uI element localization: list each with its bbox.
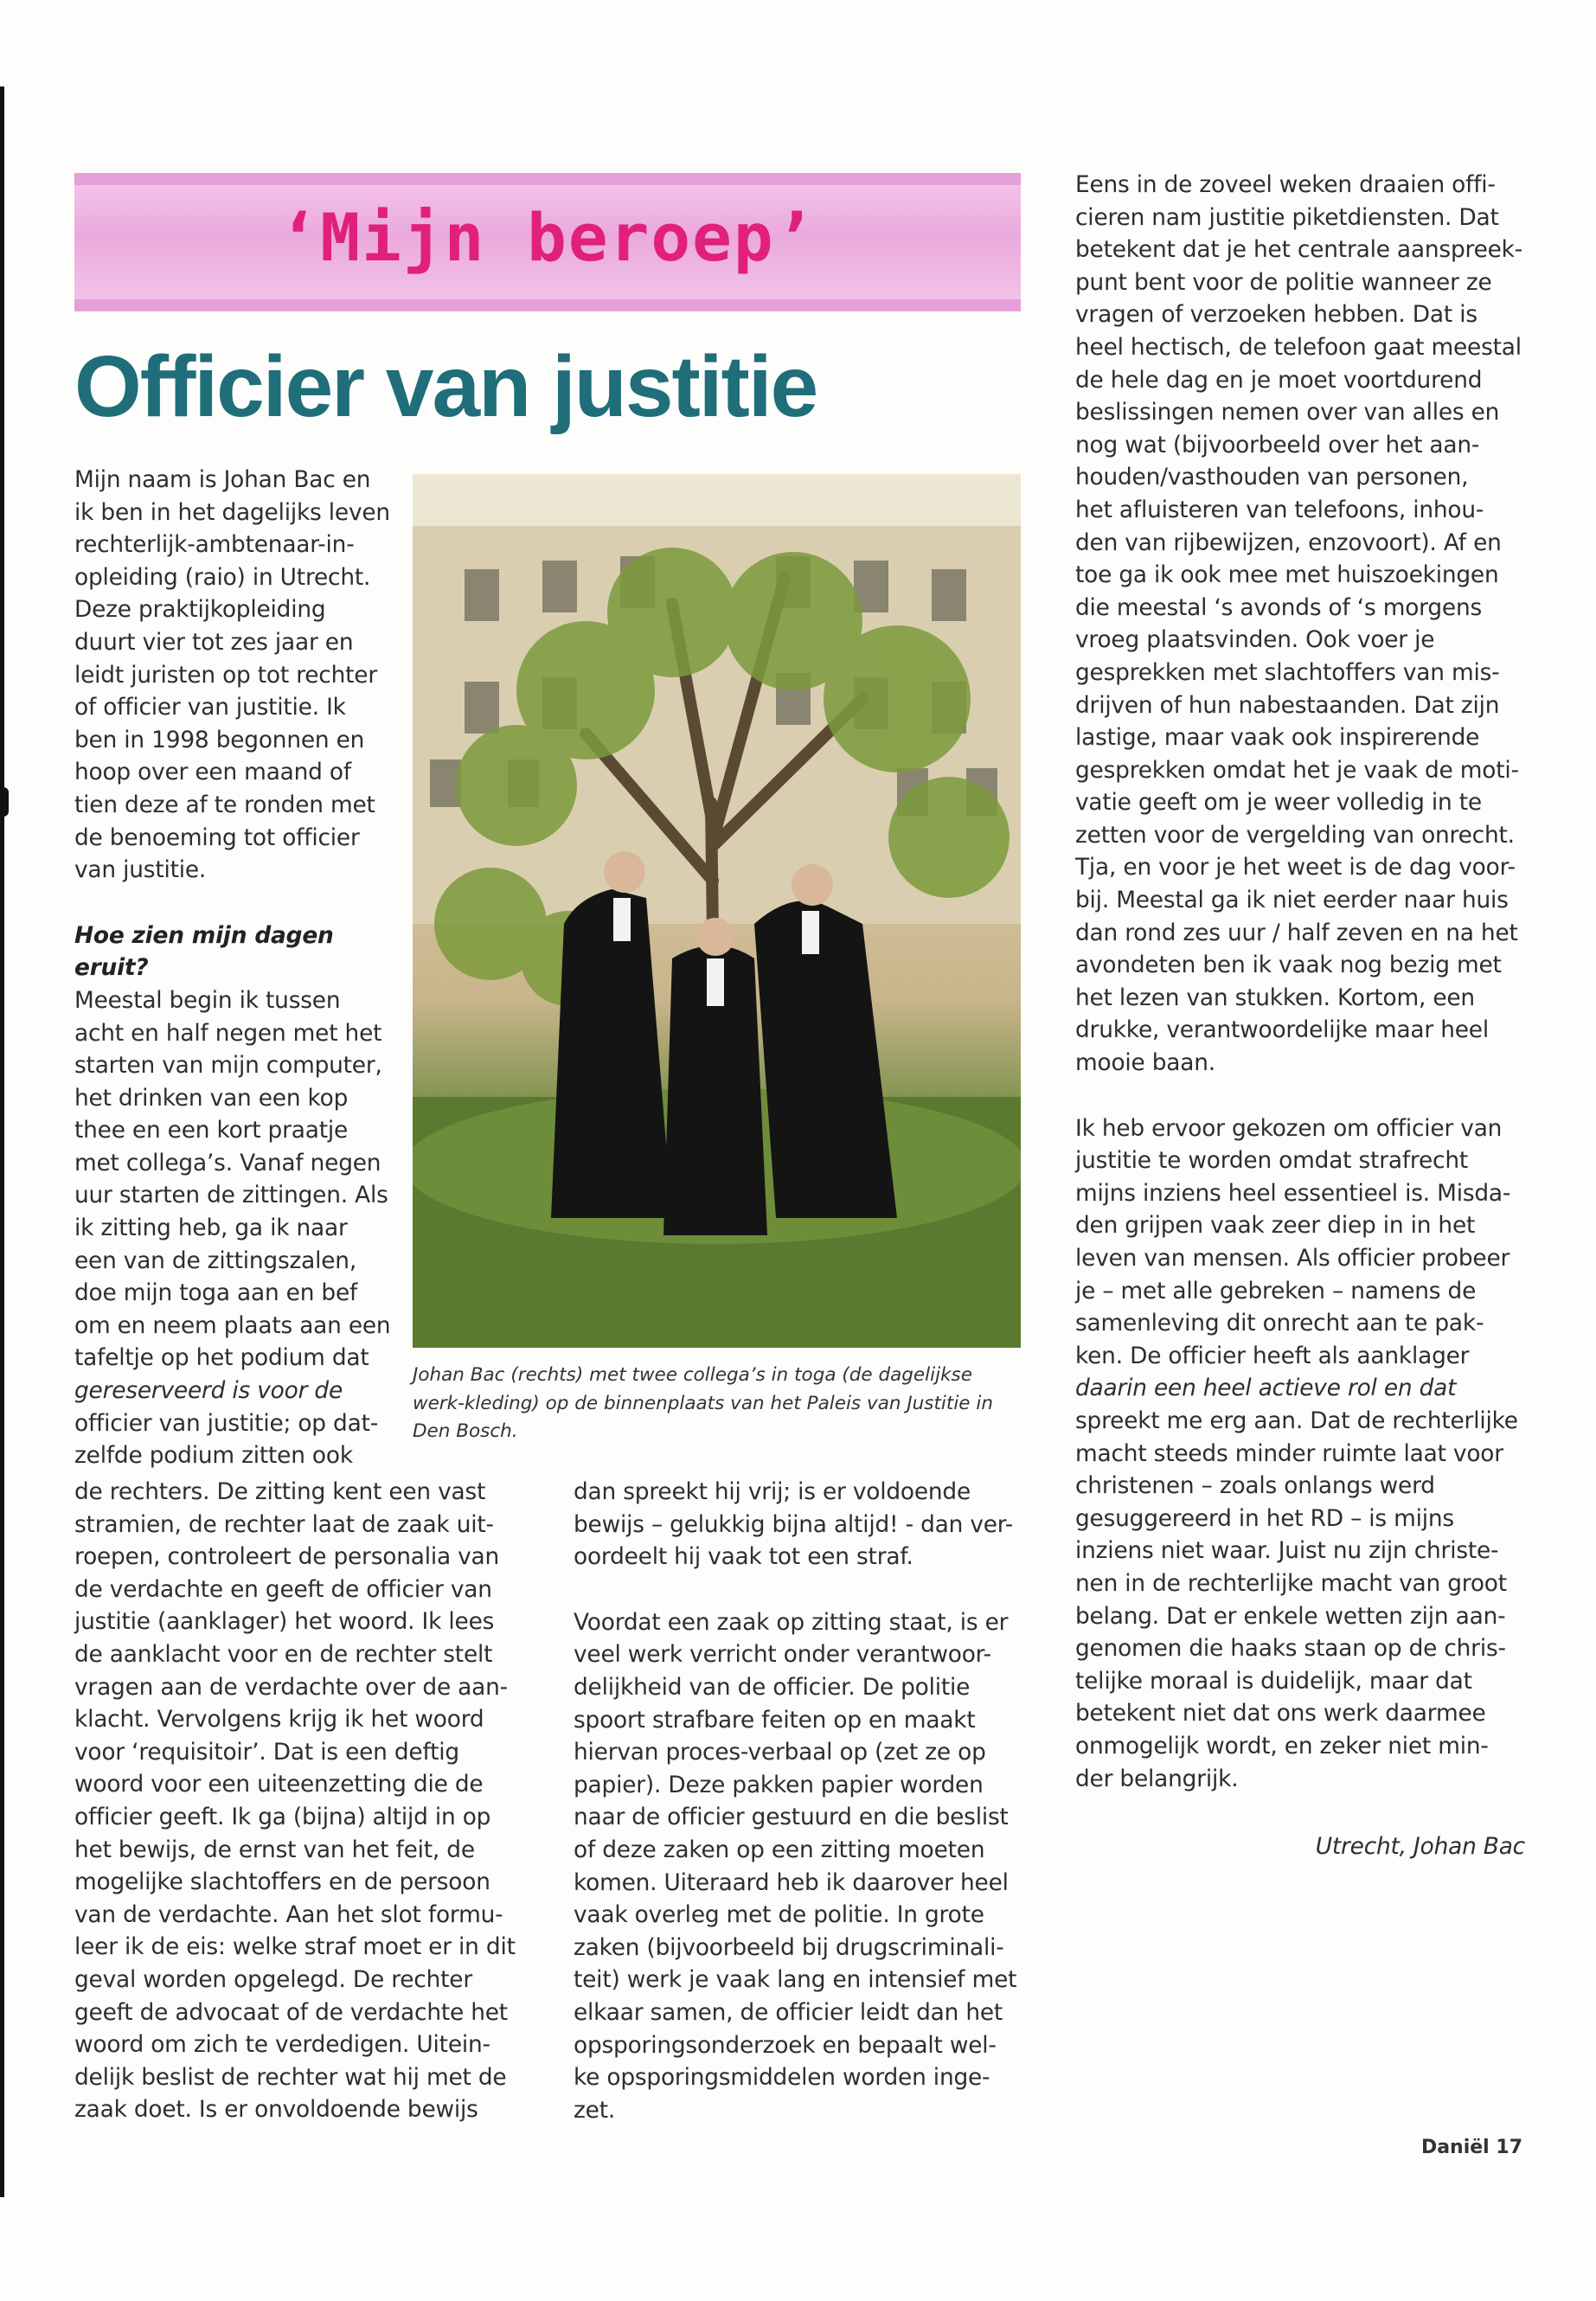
text-line: duurt vier tot zes jaar en <box>74 628 354 656</box>
text-line: der belangrijk. <box>1075 1765 1239 1792</box>
text-line: of deze zaken op een zitting moeten <box>574 1836 985 1863</box>
text-line: het drinken van een kop <box>74 1084 349 1112</box>
banner-title: ‘Mijn beroep’ <box>279 199 817 276</box>
text-line: van de verdachte. Aan het slot formu- <box>74 1900 503 1928</box>
text-line: met collega’s. Vanaf negen <box>74 1149 381 1176</box>
text-line: hoop over een maand of <box>74 759 351 786</box>
text-line: gesprekken omdat het je vaak de moti- <box>1075 756 1519 784</box>
text-line: gereserveerd is voor de <box>74 1377 343 1405</box>
text-line: veel werk verricht onder verantwoor- <box>574 1641 991 1669</box>
text-line: mogelijke slachtoffers en de persoon <box>74 1868 490 1896</box>
text-line: leven van mensen. Als officier probeer <box>1075 1245 1510 1272</box>
text-line: de hele dag en je moet voortdurend <box>1075 366 1483 394</box>
text-line: genomen die haaks staan op de chris- <box>1075 1635 1506 1663</box>
text-line: ik ben in het dagelijks leven <box>74 498 390 526</box>
text-line: officier geeft. Ik ga (bijna) altijd in op <box>74 1803 491 1830</box>
text-line: gesuggereerd in het RD – is mijns <box>1075 1504 1454 1532</box>
text-line: ken. De officier heeft als aanklager <box>1075 1342 1470 1369</box>
text-line: stramien, de rechter laat de zaak uit- <box>74 1510 494 1538</box>
text-line: zet. <box>574 2096 616 2124</box>
text-line: de benoeming tot officier <box>74 824 360 851</box>
text-line: gesprekken met slachtoffers van mis- <box>1075 658 1500 686</box>
days-paragraph <box>74 984 403 1472</box>
text-line: leidt juristen op tot rechter <box>74 661 377 689</box>
text-line: uur starten de zittingen. Als <box>74 1182 388 1209</box>
text-line: mijns inziens heel essentieel is. Misda- <box>1075 1179 1511 1207</box>
text-line: leer ik de eis: welke straf moet er in dit <box>74 1933 516 1961</box>
left-edge-notch <box>0 787 9 817</box>
article-headline: Officier van justitie <box>74 338 817 435</box>
page-folio: Daniël 17 <box>1420 2137 1522 2158</box>
text-line: woord om zich te verdedigen. Uitein- <box>74 2031 490 2059</box>
text-line: dan spreekt hij vrij; is er voldoende <box>574 1478 971 1505</box>
text-line: teit) werk je vaak lang en intensief met <box>574 1966 1017 1994</box>
text-line: heel hectisch, de telefoon gaat meestal <box>1075 333 1522 361</box>
paragraph-verdict <box>574 1476 1023 1574</box>
text-line: ik zitting heb, ga ik naar <box>74 1215 348 1242</box>
left-edge-rule <box>0 87 4 2197</box>
text-line: Eens in de zoveel weken draaien offi- <box>1075 171 1496 198</box>
text-line: opsporingsonderzoek en bepaalt wel- <box>574 2031 997 2059</box>
text-line: daarin een heel actieve rol en dat <box>1075 1375 1457 1402</box>
text-line: drijven of hun nabestaanden. Dat zijn <box>1075 691 1500 719</box>
text-line: zaken (bijvoorbeeld bij drugscriminali- <box>574 1933 1004 1961</box>
text-line: woord voor een uiteenzetting die de <box>74 1771 484 1798</box>
intro-paragraph <box>74 464 403 887</box>
text-line: den van rijbewijzen, enzovoort). Af en <box>1075 529 1502 556</box>
text-line: Ik heb ervoor gekozen om officier van <box>1075 1114 1503 1142</box>
text-line: ben in 1998 begonnen en <box>74 726 365 753</box>
text-line: Mijn naam is Johan Bac en <box>74 466 371 493</box>
text-line: avondeten ben ik vaak nog bezig met <box>1075 952 1502 979</box>
text-line: vragen of verzoeken hebben. Dat is <box>1075 301 1477 329</box>
text-line: of officier van justitie. Ik <box>74 694 346 721</box>
text-line: betekent dat je het centrale aanspreek- <box>1075 236 1523 264</box>
text-line: geeft de advocaat of de verdachte het <box>74 1998 508 2026</box>
text-line: het bewijs, de ernst van het feit, de <box>74 1836 475 1863</box>
text-line: justitie (aanklager) het woord. Ik lees <box>74 1608 495 1636</box>
text-line: vroeg plaatsvinden. Ook voer je <box>1075 626 1435 654</box>
text-line: betekent niet dat ons werk daarmee <box>1075 1700 1486 1727</box>
text-line: justitie te worden omdat strafrecht <box>1075 1147 1468 1175</box>
photo-illustration <box>413 474 1021 1348</box>
text-line: papier). Deze pakken papier worden <box>574 1771 984 1798</box>
text-line: dan rond zes uur / half zeven en na het <box>1075 919 1518 946</box>
paragraph-duty <box>1075 169 1525 1080</box>
text-line: spreekt me erg aan. Dat de rechterlijke <box>1075 1407 1518 1434</box>
text-line: klacht. Vervolgens krijg ik het woord <box>74 1706 484 1734</box>
text-line: drukke, verantwoordelijke maar heel <box>1075 1016 1489 1044</box>
text-line: christenen – zoals onlangs werd <box>1075 1472 1435 1500</box>
text-line: hiervan proces-verbaal op (zet ze op <box>574 1739 986 1766</box>
text-line: inziens niet waar. Juist nu zijn christe- <box>1075 1537 1499 1565</box>
subheading-line: Hoe zien mijn dagen <box>74 921 334 949</box>
text-line: lastige, maar vaak ook inspirerende <box>1075 724 1480 752</box>
column-1-bottom <box>74 1476 524 2126</box>
text-line: tafeltje op het podium dat <box>74 1344 369 1372</box>
column-2 <box>574 1476 1023 2126</box>
text-line: toe ga ik ook mee met huiszoekingen <box>1075 561 1499 589</box>
text-line: onmogelijk wordt, en zeker niet min- <box>1075 1732 1489 1759</box>
text-line: mooie baan. <box>1075 1049 1215 1077</box>
section-banner <box>74 173 1021 311</box>
text-line: bewijs – gelukkig bijna altijd! - dan ver- <box>574 1510 1014 1538</box>
subheading-line: eruit? <box>74 954 149 982</box>
text-line: van justitie. <box>74 856 207 884</box>
article-photo <box>413 474 1021 1348</box>
text-line: Deze praktijkopleiding <box>74 596 326 624</box>
text-line: samenleving dit onrecht aan te pak- <box>1075 1310 1484 1337</box>
text-line: een van de zittingszalen, <box>74 1247 357 1274</box>
text-line: Meestal begin ik tussen <box>74 986 341 1014</box>
text-line: Tja, en voor je het weet is de dag voor- <box>1075 854 1516 881</box>
text-line: macht steeds minder ruimte laat voor <box>1075 1439 1503 1467</box>
text-line: belang. Dat er enkele wetten zijn aan- <box>1075 1602 1506 1630</box>
text-line: je – met alle gebreken – namens de <box>1075 1277 1477 1304</box>
text-line: zetten voor de vergelding van onrecht. <box>1075 821 1515 849</box>
text-line: nen in de rechterlijke macht van groot <box>1075 1569 1507 1597</box>
text-line: nog wat (bijvoorbeeld over het aan- <box>1075 431 1480 458</box>
text-line: het lezen van stukken. Kortom, een <box>1075 984 1475 1011</box>
text-line: punt bent voor de politie wanneer ze <box>1075 268 1492 296</box>
text-line: tien deze af te ronden met <box>74 791 375 818</box>
text-line: officier van justitie; op dat- <box>74 1409 379 1437</box>
text-line: bij. Meestal ga ik niet eerder naar huis <box>1075 887 1509 914</box>
text-line: oordeelt hij vaak tot een straf. <box>574 1543 913 1571</box>
text-line: zelfde podium zitten ook <box>74 1442 353 1470</box>
photo-caption: Johan Bac (rechts) met twee collega’s in toga (de dagelijkse werk-kleding) op de binnenplaats van het Paleis van Justitie in Den Bosch. <box>413 1364 993 1442</box>
text-line: het afluisteren van telefoons, inhou- <box>1075 496 1484 523</box>
text-line: vaak overleg met de politie. In grote <box>574 1901 984 1929</box>
text-line: rechterlijk-ambtenaar-in- <box>74 531 355 559</box>
author-signature: Utrecht, Johan Bac <box>1315 1833 1525 1860</box>
text-line: de aanklacht voor en de rechter stelt <box>74 1640 493 1668</box>
paragraph-preparation <box>574 1606 1023 2127</box>
column-1-top <box>74 464 403 1472</box>
text-line: Voordat een zaak op zitting staat, is er <box>574 1608 1009 1636</box>
text-line: vatie geeft om je weer volledig in te <box>1075 789 1482 817</box>
text-line: starten van mijn computer, <box>74 1052 382 1080</box>
text-line: elkaar samen, de officier leidt dan het <box>574 1998 1003 2026</box>
text-line: zaak doet. Is er onvoldoende bewijs <box>74 2096 478 2124</box>
text-line: de verdachte en geeft de officier van <box>74 1575 492 1603</box>
text-line: geval worden opgelegd. De rechter <box>74 1965 472 1993</box>
text-line: voor ‘requisitoir’. Dat is een deftig <box>74 1738 459 1766</box>
text-line: houden/vasthouden van personen, <box>1075 464 1469 491</box>
text-line: delijk beslist de rechter wat hij met de <box>74 2063 507 2091</box>
text-line: komen. Uiteraard heb ik daarover heel <box>574 1868 1009 1896</box>
text-line: beslissingen nemen over van alles en <box>1075 399 1500 426</box>
subheading <box>74 920 403 984</box>
text-line: om en neem plaats aan een <box>74 1311 391 1339</box>
text-line: cieren nam justitie piketdiensten. Dat <box>1075 203 1499 231</box>
text-line: die meestal ‘s avonds of ‘s morgens <box>1075 593 1483 621</box>
paragraph-motivation <box>1075 1112 1525 1795</box>
text-line: ke opsporingsmiddelen worden inge- <box>574 2064 990 2092</box>
text-line: doe mijn toga aan en bef <box>74 1279 358 1307</box>
text-line: telijke moraal is duidelijk, maar dat <box>1075 1667 1472 1695</box>
text-line: opleiding (raio) in Utrecht. <box>74 563 371 591</box>
text-line: delijkheid van de officier. De politie <box>574 1673 971 1701</box>
text-line: thee en een kort praatje <box>74 1117 349 1144</box>
text-line: de rechters. De zitting kent een vast <box>74 1478 486 1505</box>
text-line: den grijpen vaak zeer diep in in het <box>1075 1212 1476 1240</box>
text-line: roepen, controleert de personalia van <box>74 1543 500 1571</box>
text-line: spoort strafbare feiten op en maakt <box>574 1706 976 1734</box>
text-line: vragen aan de verdachte over de aan- <box>74 1673 508 1701</box>
text-line: naar de officier gestuurd en die beslist <box>574 1804 1009 1831</box>
column-3 <box>1075 169 1525 1795</box>
text-line: acht en half negen met het <box>74 1019 382 1047</box>
